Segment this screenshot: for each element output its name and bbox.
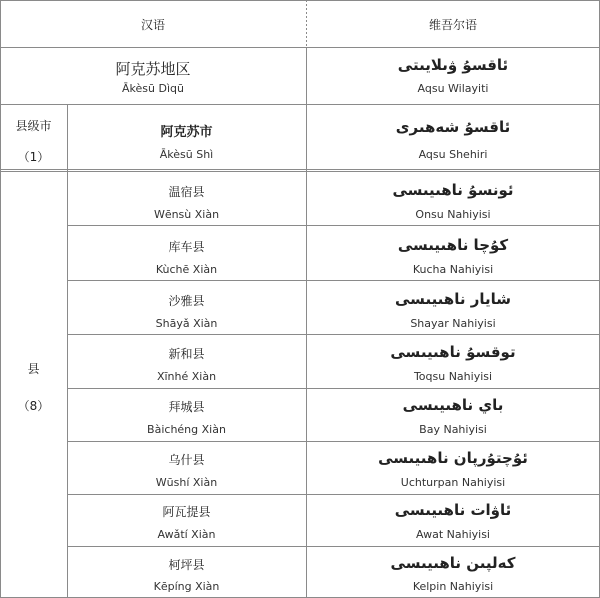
- county-chinese: 沙雅县: [168, 294, 205, 308]
- county-latin: Kucha Nahiyisi: [412, 263, 494, 276]
- table-rule: [67, 441, 600, 442]
- county-uyghur: كەلپىن ناھىيىسى: [390, 554, 516, 572]
- county-pinyin: Wēnsù Xiàn: [153, 208, 220, 221]
- county-latin: Toqsu Nahiyisi: [413, 370, 493, 383]
- city-latin: Aqsu Shehiri: [418, 148, 488, 161]
- county-uyghur: ئونسۇ ناھىيىسى: [392, 181, 514, 199]
- county-pinyin: Kēpíng Xiàn: [153, 580, 220, 593]
- table-rule: [67, 494, 600, 495]
- city-group-label: 县级市: [15, 119, 52, 133]
- header-chinese: 汉语: [140, 18, 165, 32]
- prefecture-uyghur: ئاقسۇ ۋىلايىتى: [397, 56, 509, 74]
- county-latin: Onsu Nahiyisi: [415, 208, 491, 221]
- county-chinese: 乌什县: [168, 453, 205, 467]
- table-rule: [0, 0, 600, 1]
- county-pinyin: Xīnhé Xiàn: [156, 370, 217, 383]
- county-chinese: 阿瓦提县: [162, 505, 211, 519]
- table-rule: [0, 169, 600, 172]
- city-chinese: 阿克苏市: [160, 125, 213, 140]
- county-pinyin: Wūshí Xiàn: [155, 476, 218, 489]
- county-chinese: 库车县: [168, 240, 205, 254]
- county-chinese: 新和县: [168, 347, 205, 361]
- city-group-count: （1）: [17, 150, 50, 164]
- prefecture-pinyin: Ākèsū Dìqū: [122, 82, 184, 95]
- county-latin: Awat Nahiyisi: [416, 528, 490, 541]
- county-uyghur: ئۇچتۇرپان ناھىيىسى: [378, 449, 528, 467]
- table-rule: [0, 47, 600, 48]
- city-uyghur: ئاقسۇ شەھىرى: [395, 118, 511, 136]
- prefecture-latin: Aqsu Wilayiti: [417, 82, 489, 95]
- county-latin: Shayar Nahiyisi: [410, 317, 496, 330]
- header-uyghur: 维吾尔语: [428, 18, 477, 32]
- county-uyghur: باي ناھىيىسى: [402, 396, 504, 414]
- county-uyghur: توقسۇ ناھىيىسى: [390, 343, 516, 361]
- table-rule: [67, 334, 600, 335]
- county-latin: Kelpin Nahiyisi: [412, 580, 494, 593]
- county-chinese: 温宿县: [168, 185, 205, 199]
- county-pinyin: Shāyǎ Xiàn: [155, 317, 218, 330]
- prefecture-chinese: 阿克苏地区: [115, 60, 191, 78]
- county-group-count: （8）: [17, 399, 50, 413]
- county-latin: Bay Nahiyisi: [419, 423, 487, 436]
- county-uyghur: شايار ناھىيىسى: [395, 290, 511, 308]
- table-rule: [67, 225, 600, 226]
- table-rule: [0, 104, 600, 105]
- county-latin: Uchturpan Nahiyisi: [400, 476, 506, 489]
- city-pinyin: Ākèsū Shì: [159, 148, 214, 161]
- table-rule: [67, 280, 600, 281]
- table-rule: [67, 388, 600, 389]
- county-pinyin: Bàichéng Xiàn: [147, 423, 226, 436]
- table-rule: [67, 546, 600, 547]
- county-chinese: 拜城县: [168, 400, 205, 414]
- county-uyghur: ئاۋات ناھىيىسى: [394, 501, 512, 519]
- county-pinyin: Awǎtí Xiàn: [157, 528, 216, 541]
- county-pinyin: Kùchē Xiàn: [155, 263, 218, 276]
- county-chinese: 柯坪县: [168, 558, 205, 572]
- county-group-label: 县: [27, 362, 40, 376]
- county-uyghur: كۇچا ناھىيىسى: [397, 236, 509, 254]
